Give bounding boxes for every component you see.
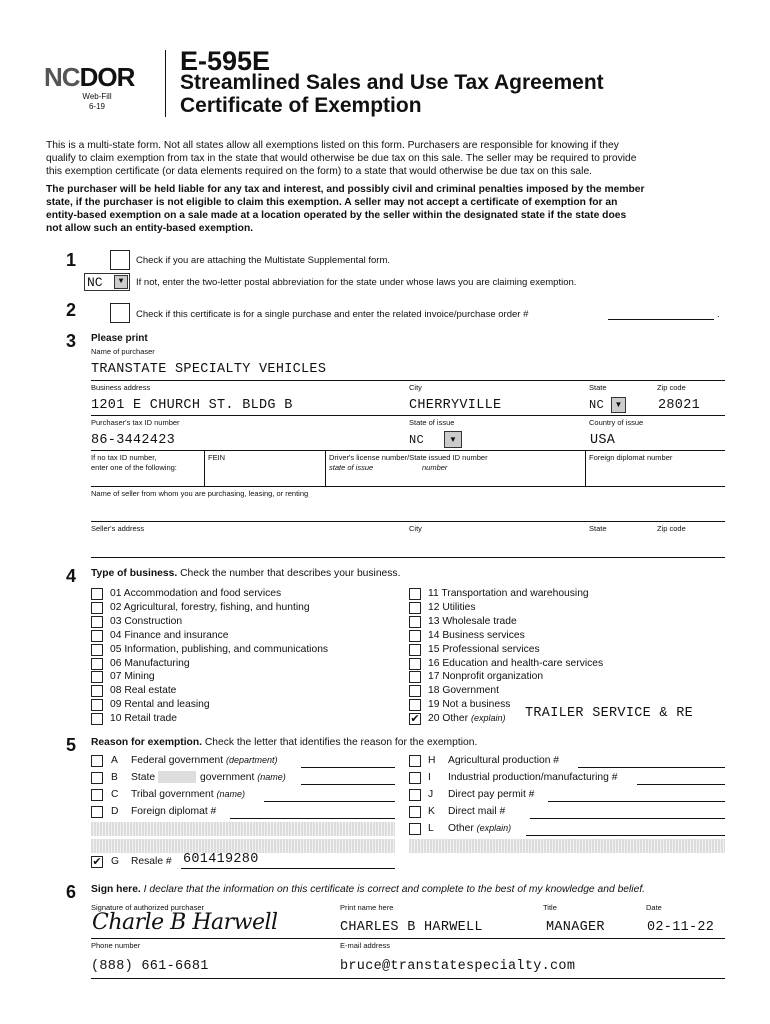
section-1-number: 1 bbox=[66, 250, 77, 270]
reason-b-state-field[interactable] bbox=[158, 771, 196, 783]
business-type-checkbox[interactable] bbox=[409, 616, 421, 628]
exemption-reason-instruction: Check the letter that identifies the reason for the exemption. bbox=[204, 737, 478, 748]
business-type-label: 10 Retail trade bbox=[110, 713, 177, 725]
liability-line: state, if the purchaser is not eligible to claim this exemption. A seller may not accept a certificate of exemption for an bbox=[46, 197, 618, 208]
city-label: City bbox=[409, 383, 422, 392]
state-of-issue-select[interactable] bbox=[409, 430, 463, 449]
liability-line: The purchaser will be held liable for any tax and interest, and possibly civil and criminal penalties imposed by the member bbox=[46, 184, 645, 195]
business-type-label: 07 Mining bbox=[110, 671, 155, 683]
reason-h-letter: H bbox=[428, 755, 436, 766]
title-field[interactable]: MANAGER bbox=[546, 920, 605, 935]
exemption-state-select[interactable] bbox=[84, 273, 130, 291]
business-type-checkbox[interactable] bbox=[409, 602, 421, 614]
divider bbox=[91, 938, 725, 939]
reason-i-label: Industrial production/manufacturing # bbox=[448, 772, 618, 783]
fein-label: FEIN bbox=[208, 453, 226, 462]
business-type-label: 02 Agricultural, forestry, fishing, and hunting bbox=[110, 601, 310, 613]
reason-l-letter: L bbox=[428, 823, 434, 834]
state-of-issue-value: NC bbox=[409, 433, 425, 447]
business-type-label: 15 Professional services bbox=[428, 643, 540, 655]
other-label: 20 Other bbox=[428, 713, 469, 724]
business-type-label: 01 Accommodation and food services bbox=[110, 588, 282, 599]
reason-a-label bbox=[131, 755, 278, 766]
reason-e-disabled-row bbox=[91, 822, 395, 836]
business-type-label: 04 Finance and insurance bbox=[110, 629, 229, 641]
liability-line: not allow such an entity-based exemption. bbox=[46, 223, 254, 234]
dropdown-arrow-icon[interactable]: ▼ bbox=[611, 397, 626, 413]
reason-b-checkbox[interactable] bbox=[91, 772, 103, 784]
single-purchase-checkbox[interactable] bbox=[110, 303, 130, 323]
business-type-20-label bbox=[428, 713, 505, 724]
business-type-checkbox[interactable] bbox=[409, 699, 421, 711]
liability-line: entity-based exemption on a sale made at a location operated by the seller within the designated state if the state does bbox=[46, 210, 627, 221]
drivers-license-label: Driver's license number/State issued ID number bbox=[329, 453, 488, 462]
divider bbox=[204, 450, 205, 486]
phone-field[interactable]: (888) 661-6681 bbox=[91, 959, 209, 974]
email-label: E-mail address bbox=[340, 941, 391, 950]
business-type-label: 09 Rental and leasing bbox=[110, 699, 210, 711]
section-4-number: 4 bbox=[66, 566, 77, 586]
business-type-title: Type of business. bbox=[91, 568, 178, 579]
print-name-label: Print name here bbox=[340, 903, 394, 912]
reason-l-checkbox[interactable] bbox=[409, 823, 421, 835]
reason-h-checkbox[interactable] bbox=[409, 755, 421, 767]
supplemental-form-label: Check if you are attaching the Multistate Supplemental form. bbox=[136, 255, 390, 266]
invoice-number-field[interactable] bbox=[608, 319, 714, 320]
single-purchase-label: Check if this certificate is for a single purchase and enter the related invoice/purchase order # bbox=[136, 309, 529, 320]
divider bbox=[91, 486, 725, 487]
reason-d-field[interactable] bbox=[230, 818, 395, 819]
business-type-checkbox[interactable] bbox=[91, 616, 103, 628]
seller-address-field[interactable] bbox=[91, 557, 725, 558]
reason-a-checkbox[interactable] bbox=[91, 755, 103, 767]
reason-k-checkbox[interactable] bbox=[409, 806, 421, 818]
reason-j-label: Direct pay permit # bbox=[448, 789, 535, 800]
seller-name-field[interactable] bbox=[91, 521, 725, 522]
divider bbox=[91, 978, 725, 979]
section-3-number: 3 bbox=[66, 331, 77, 351]
signature-field[interactable]: Charle B Harwell bbox=[92, 910, 278, 935]
zip-label: Zip code bbox=[657, 383, 686, 392]
business-type-label: 14 Business services bbox=[428, 629, 525, 641]
reason-i-field[interactable] bbox=[637, 784, 725, 785]
zip-field[interactable]: 28021 bbox=[658, 398, 701, 413]
form-number: E-595E bbox=[180, 46, 271, 76]
reason-c-label bbox=[131, 789, 245, 800]
reason-l-label bbox=[448, 823, 511, 834]
divider bbox=[585, 450, 586, 486]
section-2-number: 2 bbox=[66, 300, 77, 320]
no-tax-id-label: If no tax ID number, bbox=[91, 453, 157, 462]
business-type-checkbox[interactable] bbox=[91, 602, 103, 614]
exemption-state-value: NC bbox=[87, 275, 103, 290]
business-type-label: 12 Utilities bbox=[428, 601, 476, 613]
declaration-text: I declare that the information on this certificate is correct and complete to the best of my knowledge and belief. bbox=[143, 884, 646, 895]
section-6-number: 6 bbox=[66, 882, 77, 902]
exemption-reason-title: Reason for exemption. bbox=[91, 737, 202, 748]
reason-b-letter: B bbox=[111, 772, 118, 783]
intro-line: this exemption certificate (or data elements required on the form) to a state that would otherwise be due tax on this sale. bbox=[46, 166, 593, 177]
print-name-field[interactable]: CHARLES B HARWELL bbox=[340, 920, 483, 935]
ncdor-logo bbox=[44, 62, 134, 93]
no-tax-id-label: enter one of the following: bbox=[91, 463, 177, 472]
divider bbox=[325, 450, 326, 486]
dropdown-arrow-icon[interactable]: ▼ bbox=[114, 275, 128, 289]
dropdown-arrow-icon[interactable]: ▼ bbox=[444, 431, 462, 448]
reason-j-letter: J bbox=[428, 789, 434, 800]
exemption-state-label: If not, enter the two-letter postal abbreviation for the state under whose laws you are claiming exemption. bbox=[136, 277, 577, 288]
tax-id-field[interactable]: 86-3442423 bbox=[91, 433, 176, 448]
dl-number-hint: number bbox=[422, 463, 448, 472]
logo-nc: NC bbox=[44, 62, 80, 92]
date-label: Date bbox=[646, 903, 662, 912]
business-type-20-checkbox[interactable]: ✔ bbox=[410, 713, 420, 725]
reason-g-checkbox[interactable]: ✔ bbox=[92, 856, 102, 868]
business-address-field[interactable]: 1201 E CHURCH ST. BLDG B bbox=[91, 398, 293, 413]
exemption-reason-heading bbox=[91, 737, 477, 748]
seller-zip-label: Zip code bbox=[657, 524, 686, 533]
please-print-heading: Please print bbox=[91, 333, 148, 344]
business-type-checkbox[interactable] bbox=[91, 630, 103, 642]
business-type-label: 05 Information, publishing, and communications bbox=[110, 643, 329, 655]
business-type-label: 16 Education and health-care services bbox=[428, 657, 604, 669]
reason-d-checkbox[interactable] bbox=[91, 806, 103, 818]
date-field[interactable]: 02-11-22 bbox=[647, 920, 715, 935]
period: . bbox=[717, 309, 720, 320]
phone-label: Phone number bbox=[91, 941, 141, 950]
reason-g-letter: G bbox=[111, 856, 120, 867]
city-field[interactable]: CHERRYVILLE bbox=[409, 398, 502, 413]
business-type-checkbox[interactable] bbox=[409, 671, 421, 683]
state-label: State bbox=[589, 383, 607, 392]
business-type-label: 03 Construction bbox=[110, 615, 183, 627]
reason-i-checkbox[interactable] bbox=[409, 772, 421, 784]
reason-b-field[interactable] bbox=[301, 784, 395, 785]
country-field[interactable]: USA bbox=[590, 433, 616, 448]
seller-city-label: City bbox=[409, 524, 422, 533]
business-type-checkbox[interactable] bbox=[91, 713, 103, 725]
business-type-heading bbox=[91, 568, 400, 579]
business-type-label: 17 Nonprofit organization bbox=[428, 671, 544, 683]
title-label: Title bbox=[543, 903, 557, 912]
reason-f-disabled-row bbox=[91, 839, 395, 853]
reason-b-hint: (name) bbox=[257, 772, 286, 782]
business-type-checkbox[interactable] bbox=[91, 685, 103, 697]
intro-line: This is a multi-state form. Not all states allow all exemptions listed on this form. Purchasers are responsible for knowing if they bbox=[46, 140, 619, 151]
reason-c-field[interactable] bbox=[264, 801, 395, 802]
supplemental-form-checkbox[interactable] bbox=[110, 250, 130, 270]
divider bbox=[181, 868, 395, 869]
business-type-checkbox[interactable] bbox=[409, 658, 421, 670]
business-type-checkbox[interactable] bbox=[409, 630, 421, 642]
reason-l-field[interactable] bbox=[526, 835, 725, 836]
header-divider bbox=[165, 50, 166, 117]
reason-b-state-label: State bbox=[131, 772, 156, 783]
divider bbox=[91, 380, 725, 381]
business-type-label: 18 Government bbox=[428, 685, 499, 697]
reason-h-field[interactable] bbox=[578, 767, 725, 768]
form-title-line1: Streamlined Sales and Use Tax Agreement bbox=[180, 71, 604, 94]
resale-number-field[interactable]: 601419280 bbox=[183, 852, 259, 867]
business-type-label: 13 Wholesale trade bbox=[428, 615, 517, 627]
version-label: 6-19 bbox=[88, 102, 105, 111]
reason-k-label: Direct mail # bbox=[448, 806, 506, 817]
logo-dor: DOR bbox=[79, 62, 135, 92]
reason-c-checkbox[interactable] bbox=[91, 789, 103, 801]
business-type-checkbox[interactable] bbox=[91, 588, 103, 600]
form-title-line2: Certificate of Exemption bbox=[180, 94, 422, 117]
business-type-label: 06 Manufacturing bbox=[110, 657, 190, 669]
business-type-checkbox[interactable] bbox=[91, 658, 103, 670]
sign-here-title: Sign here. bbox=[91, 884, 141, 895]
tax-id-label: Purchaser's tax ID number bbox=[91, 418, 180, 427]
reason-c-letter: C bbox=[111, 789, 119, 800]
reason-a-hint: (department) bbox=[226, 755, 278, 765]
reason-b-text: government bbox=[200, 772, 255, 783]
explain-hint: (explain) bbox=[470, 713, 506, 723]
seller-address-label: Seller's address bbox=[91, 524, 145, 533]
divider bbox=[91, 450, 725, 451]
state-of-issue-label: State of issue bbox=[409, 418, 455, 427]
reason-l-text: Other bbox=[448, 823, 474, 834]
business-type-label: 08 Real estate bbox=[110, 685, 177, 697]
business-type-checkbox[interactable] bbox=[91, 644, 103, 656]
reason-i-letter: I bbox=[428, 772, 431, 783]
country-of-issue-label: Country of issue bbox=[589, 418, 644, 427]
reason-d-letter: D bbox=[111, 806, 119, 817]
business-type-checkbox[interactable] bbox=[91, 671, 103, 683]
foreign-diplomat-label: Foreign diplomat number bbox=[589, 453, 673, 462]
business-type-checkbox[interactable] bbox=[409, 644, 421, 656]
state-select[interactable] bbox=[589, 396, 627, 414]
business-type-instruction: Check the number that describes your business. bbox=[180, 568, 401, 579]
business-type-label: 19 Not a business bbox=[428, 699, 511, 711]
purchaser-name-label: Name of purchaser bbox=[91, 347, 155, 356]
reason-a-text: Federal government bbox=[131, 755, 224, 766]
business-type-checkbox[interactable] bbox=[409, 588, 421, 600]
reason-h-label: Agricultural production # bbox=[448, 755, 560, 766]
reason-b-label bbox=[200, 772, 286, 783]
reason-j-checkbox[interactable] bbox=[409, 789, 421, 801]
business-other-field[interactable]: TRAILER SERVICE & RE bbox=[525, 706, 694, 721]
business-type-label: 11 Transportation and warehousing bbox=[428, 588, 589, 599]
email-field[interactable]: bruce@transtatespecialty.com bbox=[340, 959, 576, 974]
business-type-checkbox[interactable] bbox=[91, 699, 103, 711]
section-5-number: 5 bbox=[66, 735, 77, 755]
divider bbox=[91, 415, 725, 416]
reason-m-disabled-row bbox=[409, 839, 725, 853]
web-fill-label: Web-Fill bbox=[82, 92, 112, 101]
seller-state-label: State bbox=[589, 524, 607, 533]
reason-a-field[interactable] bbox=[301, 767, 395, 768]
business-address-label: Business address bbox=[91, 383, 151, 392]
reason-a-letter: A bbox=[111, 755, 118, 766]
sign-here-heading bbox=[91, 884, 645, 895]
signature-label: Signature of authorized purchaser bbox=[91, 903, 204, 912]
reason-d-label: Foreign diplomat # bbox=[131, 806, 217, 817]
reason-l-hint: (explain) bbox=[476, 823, 512, 833]
seller-name-label: Name of seller from whom you are purchasing, leasing, or renting bbox=[91, 489, 309, 498]
dl-state-hint: state of issue bbox=[329, 463, 374, 472]
reason-k-letter: K bbox=[428, 806, 435, 817]
intro-line: qualify to claim exemption from tax in the state that would otherwise be due tax on this sale. The seller may be required to provide bbox=[46, 153, 637, 164]
reason-c-hint: (name) bbox=[216, 789, 245, 799]
reason-c-text: Tribal government bbox=[131, 789, 214, 800]
reason-j-field[interactable] bbox=[548, 801, 725, 802]
state-value: NC bbox=[589, 398, 605, 412]
business-type-checkbox[interactable] bbox=[409, 685, 421, 697]
reason-k-field[interactable] bbox=[530, 818, 725, 819]
purchaser-name-field[interactable]: TRANSTATE SPECIALTY VEHICLES bbox=[91, 362, 327, 377]
reason-g-label: Resale # bbox=[131, 856, 172, 867]
